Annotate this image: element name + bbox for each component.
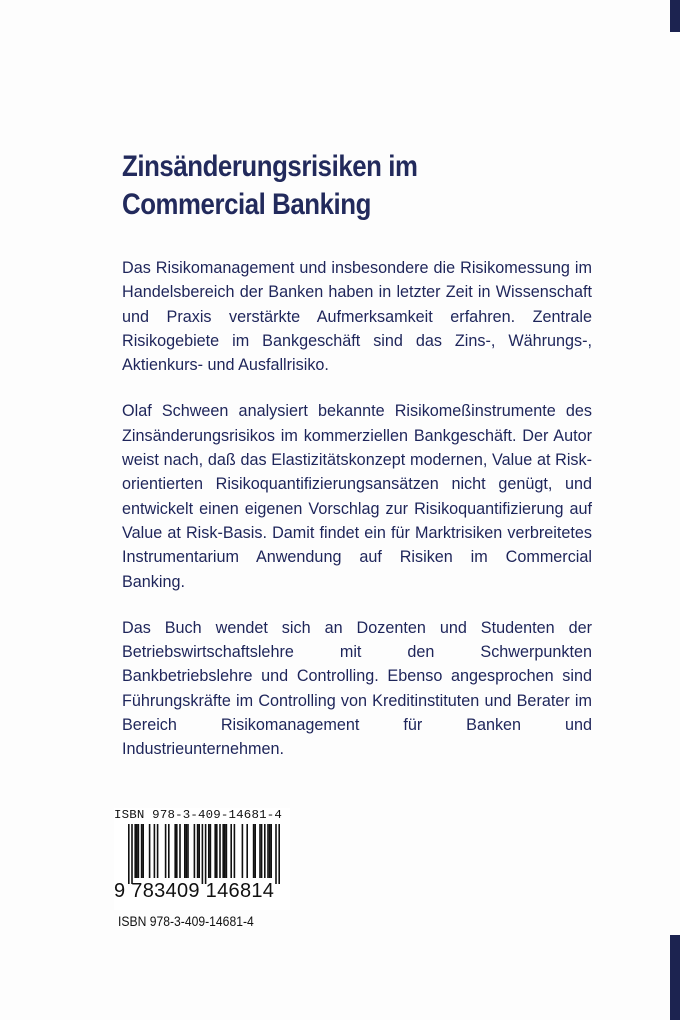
barcode-bar [222,824,224,878]
barcode-bar [197,824,199,878]
barcode-bar [264,824,266,878]
barcode-bar [142,824,144,878]
barcode-isbn-label: ISBN 978-3-409-14681-4 [114,808,282,822]
blurb-paragraph-1: Das Risikomanagement und insbesondere die Risikomessung im Handelsbereich der Banken haben in letzter Zeit in Wissenschaft und Praxis verstärkte Aufmerksamkeit erfahren. Zentrale Risikogebiete im Bankgeschäft sind das Zins-, Währungs-, Aktienkurs- und Ausfallrisiko. [122,259,592,375]
barcode-bar [202,824,204,884]
isbn-number: ISBN 978-3-409-14681-4 [118,914,254,929]
barcode-bar [157,824,159,878]
barcode-bar [261,824,263,878]
barcode-bar [179,824,181,878]
barcode-bar [242,824,244,878]
barcode-bar [216,824,218,878]
barcode-bar [198,824,200,878]
barcode-bar [154,824,156,878]
barcode-bar [226,824,228,878]
barcode-bar [253,824,255,878]
barcode-bar [186,824,188,878]
barcode-bar [174,824,176,878]
blurb-paragraph-2: Olaf Schween analysiert bekannte Risikomeßinstrumente des Zinsänderungsrisikos im kommerziellen Bankgeschäft. Der Autor weist nach, daß das Elastizitätskonzept modernen, Value at Risk-orientierten Risikoquantifizierungsansätzen nicht genügt, und entwickelt einen eigenen Vorschlag zur Risikoquantifizierung auf Value at Risk-Basis. Damit findet ein für Marktrisiken verbreitetes Instrumentarium Anwendung auf Risiken im Commercial Banking. [122,402,592,591]
edge-bar-segment [670,935,680,1020]
barcode-bar [136,824,138,878]
book-title [122,148,535,224]
edge-bar-segment [670,0,680,32]
barcode-bar [134,824,136,878]
barcode-bar [269,824,271,878]
barcode-bar [149,824,151,878]
barcode-bar [275,824,277,884]
barcode-bar [184,824,186,878]
barcode-bar [259,824,261,878]
barcode-bar [205,824,207,884]
barcode-bar [141,824,143,878]
barcode-bar [214,824,216,878]
barcode-bar [219,824,221,878]
barcode-bar [270,824,272,878]
barcode-digits: 9 783409 146814 [114,880,275,902]
edge-bar [670,0,680,1020]
barcode-bar [165,824,167,878]
barcode-bar [208,824,210,878]
barcode-bar [194,824,196,878]
barcode-bar [168,824,170,878]
barcode-bar [246,824,248,878]
barcode-icon [114,824,290,884]
barcode-bar [278,824,280,884]
barcode-bar [176,824,178,878]
barcode-bar [224,824,226,878]
title-line-1: Zinsänderungsrisiken im [122,150,418,183]
blurb [122,256,592,784]
title-line-2: Commercial Banking [122,188,371,221]
barcode-bar [131,824,133,884]
barcode-block [114,808,290,910]
barcode-bar [234,824,236,878]
barcode-bar [138,824,140,878]
barcode-bar [128,824,130,884]
barcode-bar [210,824,212,878]
barcode-bar [187,824,189,878]
barcode-bar [230,824,232,878]
blurb-paragraph-3: Das Buch wendet sich an Dozenten und Studenten der Betriebswirtschaftslehre mit den Schwerpunkten Bankbetriebslehre und Controlling. Ebenso angesprochen sind Führungskräfte im Controlling von Kreditinstituten und Berater im Bereich Risikomanagement für Banken und Industrieunternehmen. [122,618,592,759]
barcode-bar [267,824,269,878]
barcode-bar [254,824,256,878]
